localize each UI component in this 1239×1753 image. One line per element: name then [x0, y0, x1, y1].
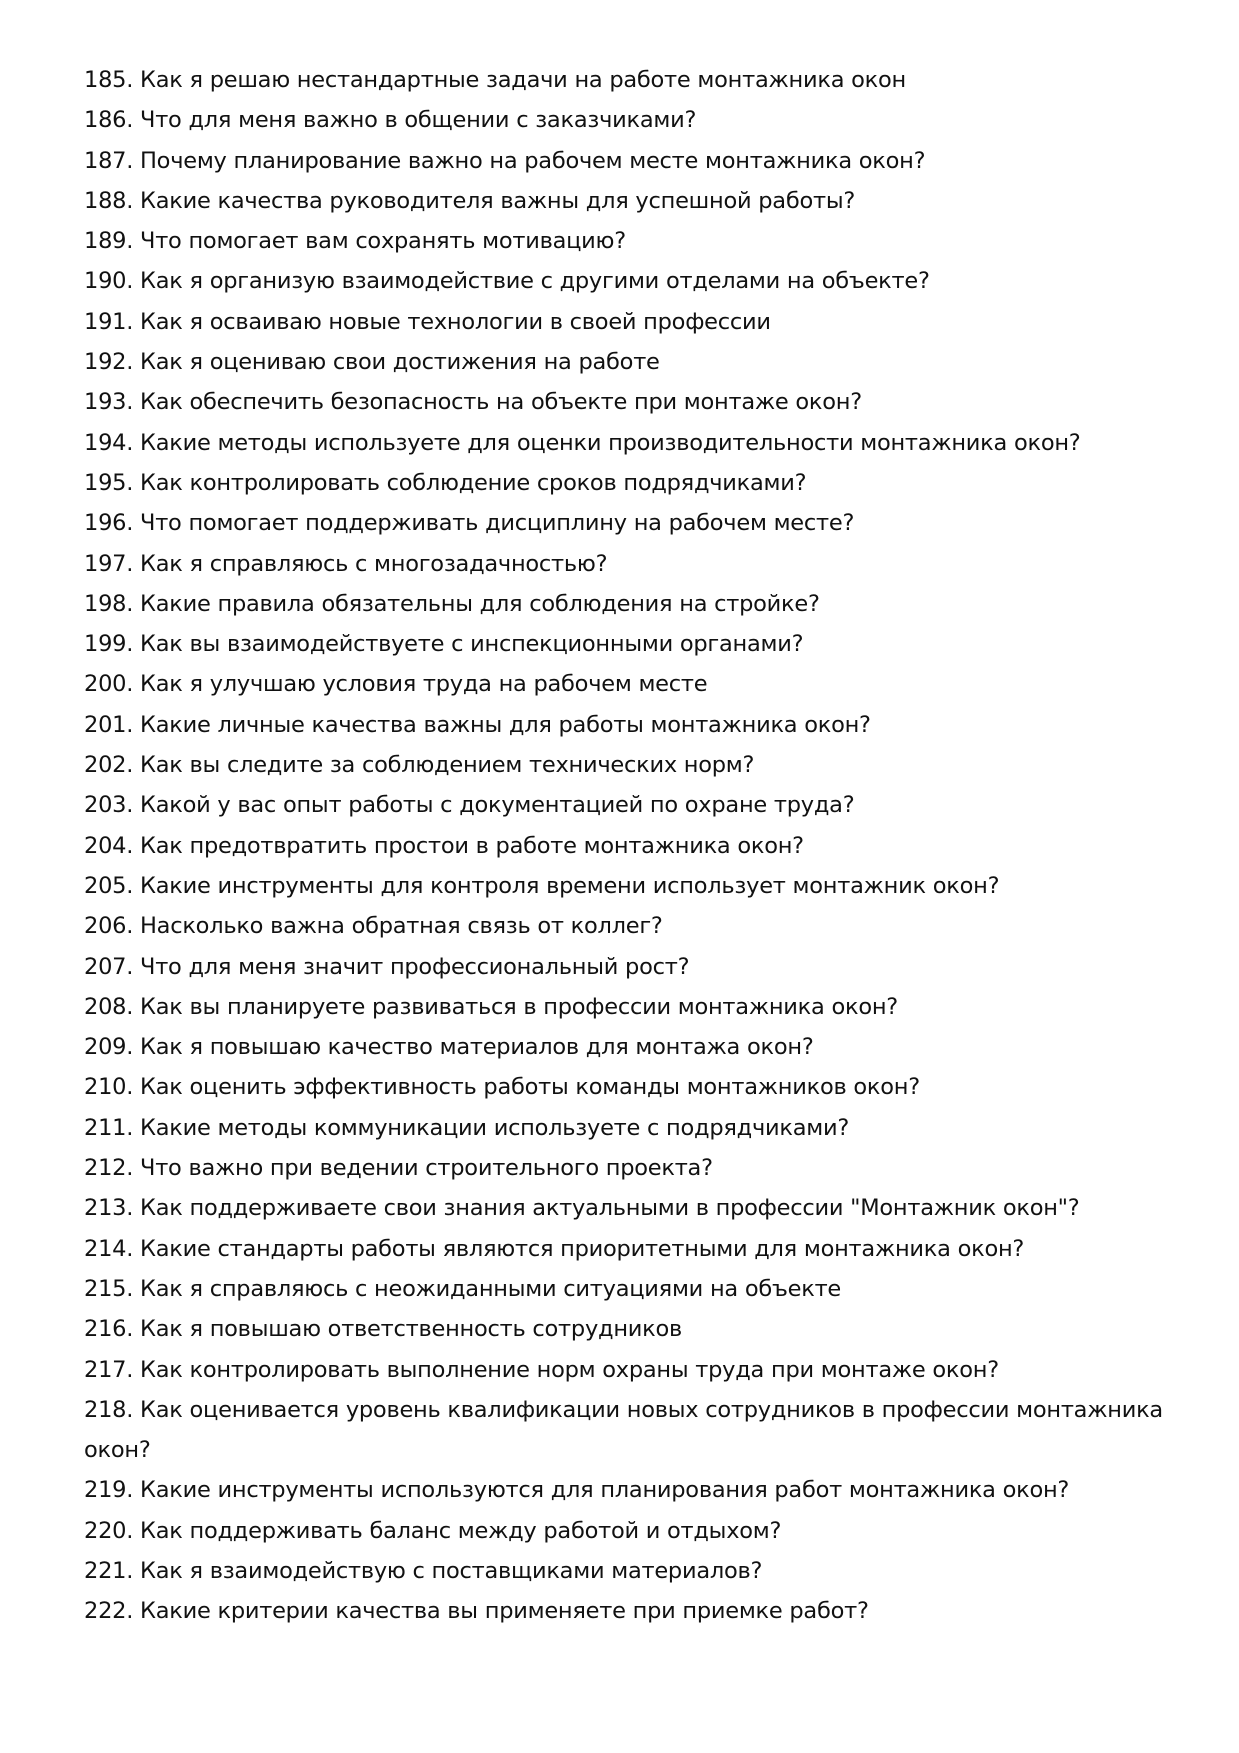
question-item — [84, 1470, 1164, 1510]
question-text: Как оценить эффективность работы команды монтажников окон? — [140, 1074, 920, 1101]
question-text: Как вы следите за соблюдением технических норм? — [140, 752, 755, 779]
question-item — [84, 987, 1164, 1027]
question-number: 195. — [84, 469, 134, 496]
question-number: 187. — [84, 147, 134, 174]
question-number: 186. — [84, 107, 134, 134]
question-item — [84, 1067, 1164, 1107]
question-item — [84, 1229, 1164, 1269]
question-text: Какие правила обязательны для соблюдения на стройке? — [140, 590, 820, 617]
question-item — [84, 1188, 1164, 1228]
question-text: Какие инструменты используются для планирования работ монтажника окон? — [140, 1477, 1070, 1504]
question-item — [84, 342, 1164, 382]
question-item — [84, 302, 1164, 342]
question-text: Что важно при ведении строительного проекта? — [140, 1155, 713, 1182]
question-item — [84, 1591, 1164, 1631]
question-text: Как я взаимодействую с поставщиками материалов? — [140, 1557, 763, 1584]
question-number: 212. — [84, 1155, 134, 1182]
question-item — [84, 826, 1164, 866]
question-text: Как контролировать выполнение норм охраны труда при монтаже окон? — [140, 1356, 999, 1383]
question-text: Какие личные качества важны для работы монтажника окон? — [140, 711, 871, 738]
question-item — [84, 705, 1164, 745]
question-item — [84, 1148, 1164, 1188]
question-item — [84, 141, 1164, 181]
question-item — [84, 745, 1164, 785]
question-text: Как предотвратить простои в работе монтажника окон? — [140, 832, 804, 859]
question-text: Что для меня значит профессиональный рост? — [140, 953, 690, 980]
question-item — [84, 181, 1164, 221]
question-text: Как вы планируете развиваться в профессии монтажника окон? — [140, 993, 898, 1020]
question-text: Что помогает вам сохранять мотивацию? — [140, 228, 626, 255]
question-item — [84, 785, 1164, 825]
question-number: 205. — [84, 872, 134, 899]
question-number: 219. — [84, 1477, 134, 1504]
question-text: Какие инструменты для контроля времени использует монтажник окон? — [140, 872, 1000, 899]
question-text: Как контролировать соблюдение сроков подрядчиками? — [140, 469, 807, 496]
question-item — [84, 1350, 1164, 1390]
question-number: 185. — [84, 67, 134, 93]
question-text: Какой у вас опыт работы с документацией по охране труда? — [140, 792, 855, 819]
question-list — [84, 60, 1164, 1632]
question-item — [84, 100, 1164, 140]
question-number: 201. — [84, 711, 134, 738]
question-item — [84, 261, 1164, 301]
question-item — [84, 503, 1164, 543]
question-number: 206. — [84, 913, 134, 940]
question-text: Как поддерживаете свои знания актуальными в профессии "Монтажник окон"? — [140, 1195, 1080, 1222]
question-item — [84, 1027, 1164, 1067]
question-number: 216. — [84, 1316, 134, 1343]
question-item — [84, 866, 1164, 906]
question-text: Как оценивается уровень квалификации новых сотрудников в профессии монтажника окон? — [84, 1396, 1163, 1464]
question-item — [84, 1511, 1164, 1551]
question-number: 192. — [84, 349, 134, 376]
question-text: Как я повышаю качество материалов для монтажа окон? — [140, 1034, 814, 1061]
question-text: Почему планирование важно на рабочем месте монтажника окон? — [140, 147, 926, 174]
question-number: 200. — [84, 671, 134, 698]
question-number: 220. — [84, 1517, 134, 1544]
question-number: 217. — [84, 1356, 134, 1383]
question-item — [84, 584, 1164, 624]
question-number: 204. — [84, 832, 134, 859]
question-item — [84, 1390, 1164, 1471]
question-item — [84, 624, 1164, 664]
question-text: Какие критерии качества вы применяете при приемке работ? — [140, 1598, 869, 1625]
question-number: 188. — [84, 187, 134, 214]
question-text: Как вы взаимодействуете с инспекционными органами? — [140, 631, 804, 658]
question-text: Как я улучшаю условия труда на рабочем месте — [140, 671, 708, 698]
question-item — [84, 664, 1164, 704]
question-text: Как я повышаю ответственность сотрудников — [140, 1316, 683, 1343]
question-item — [84, 1551, 1164, 1591]
question-number: 190. — [84, 268, 134, 295]
question-number: 215. — [84, 1275, 134, 1302]
question-number: 203. — [84, 792, 134, 819]
question-number: 207. — [84, 953, 134, 980]
question-item — [84, 463, 1164, 503]
question-list-body — [84, 60, 1164, 1632]
question-number: 214. — [84, 1235, 134, 1262]
question-number: 197. — [84, 550, 134, 577]
question-text: Как я решаю нестандартные задачи на работе монтажника окон — [140, 67, 906, 93]
question-item — [84, 1108, 1164, 1148]
question-text: Какие методы коммуникации используете с подрядчиками? — [140, 1114, 850, 1141]
question-text: Как поддерживать баланс между работой и отдыхом? — [140, 1517, 782, 1544]
question-text: Какие методы используете для оценки производительности монтажника окон? — [140, 429, 1081, 456]
question-text: Какие качества руководителя важны для успешной работы? — [140, 187, 856, 214]
question-text: Как я осваиваю новые технологии в своей профессии — [140, 308, 771, 335]
question-text: Как я справляюсь с многозадачностью? — [140, 550, 608, 577]
question-item — [84, 60, 1164, 100]
question-item — [84, 382, 1164, 422]
question-number: 213. — [84, 1195, 134, 1222]
question-number: 198. — [84, 590, 134, 617]
question-item — [84, 906, 1164, 946]
question-number: 211. — [84, 1114, 134, 1141]
question-number: 202. — [84, 752, 134, 779]
question-text: Как я оцениваю свои достижения на работе — [140, 349, 660, 376]
question-number: 189. — [84, 228, 134, 255]
question-number: 210. — [84, 1074, 134, 1101]
question-text: Как я организую взаимодействие с другими отделами на объекте? — [140, 268, 930, 295]
question-item — [84, 947, 1164, 987]
question-item — [84, 221, 1164, 261]
question-number: 194. — [84, 429, 134, 456]
question-text: Насколько важна обратная связь от коллег? — [140, 913, 663, 940]
question-text: Как обеспечить безопасность на объекте при монтаже окон? — [140, 389, 862, 416]
question-text: Какие стандарты работы являются приоритетными для монтажника окон? — [140, 1235, 1025, 1262]
question-item — [84, 1269, 1164, 1309]
question-number: 199. — [84, 631, 134, 658]
question-number: 222. — [84, 1598, 134, 1625]
question-number: 191. — [84, 308, 134, 335]
question-text: Как я справляюсь с неожиданными ситуациями на объекте — [140, 1275, 842, 1302]
question-number: 218. — [84, 1396, 134, 1423]
question-number: 193. — [84, 389, 134, 416]
question-number: 221. — [84, 1557, 134, 1584]
question-text: Что для меня важно в общении с заказчиками? — [140, 107, 697, 134]
question-item — [84, 1309, 1164, 1349]
question-number: 208. — [84, 993, 134, 1020]
question-item — [84, 423, 1164, 463]
question-text: Что помогает поддерживать дисциплину на рабочем месте? — [140, 510, 855, 537]
question-number: 209. — [84, 1034, 134, 1061]
question-number: 196. — [84, 510, 134, 537]
question-item — [84, 544, 1164, 584]
